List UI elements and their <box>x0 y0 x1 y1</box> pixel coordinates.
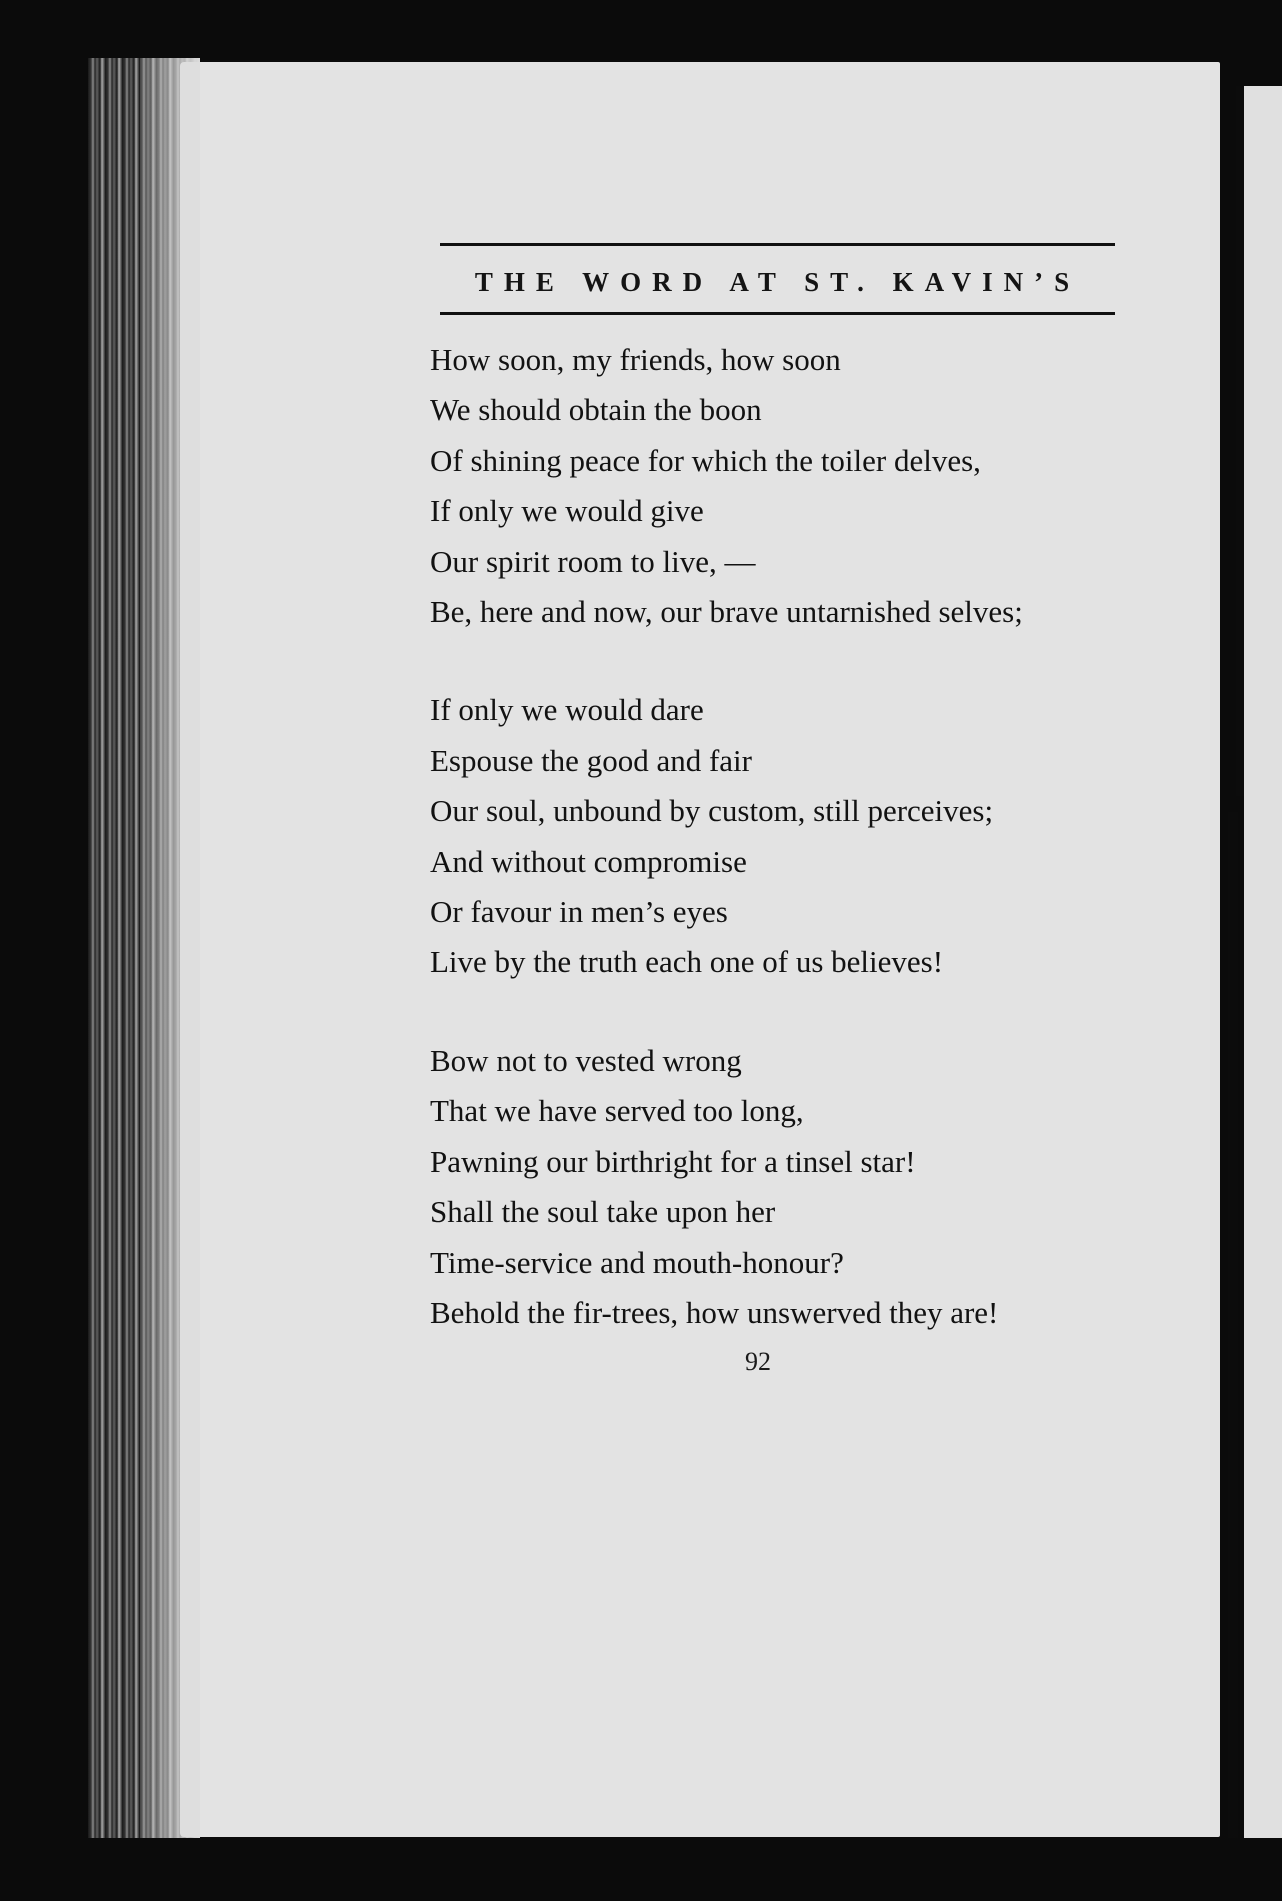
next-page-edge <box>1244 86 1282 1846</box>
right-border-bar-upper <box>1236 86 1244 796</box>
poem-line: We should obtain the boon <box>430 392 762 428</box>
header-rule-top <box>440 243 1115 246</box>
stanza-2 <box>430 685 1150 987</box>
poem-line: Espouse the good and fair <box>430 742 752 778</box>
poem-line: If only we would dare <box>430 692 704 728</box>
poem-line: Time-service and mouth-honour? <box>430 1244 844 1280</box>
poem-line: Our spirit room to live, — <box>430 543 756 579</box>
running-title: THE WORD AT ST. KAVIN’S <box>474 267 1081 297</box>
poem-line: And without compromise <box>430 843 747 879</box>
poem-line: Behold the fir-trees, how unswerved they are! <box>430 1294 999 1330</box>
poem-line: How soon, my friends, how soon <box>430 342 841 377</box>
poem-line: If only we would give <box>430 493 704 529</box>
page-number: 92 <box>745 1347 771 1376</box>
poem-line: Be, here and now, our brave untarnished selves; <box>430 594 1023 630</box>
poem-line: Pawning our birthright for a tinsel star! <box>430 1143 916 1179</box>
poem-line: Bow not to vested wrong <box>430 1042 742 1078</box>
poem-body <box>430 335 1150 1386</box>
header-rule-bottom <box>440 312 1115 315</box>
bottom-dark-band <box>0 1838 1282 1901</box>
stanza-3 <box>430 1036 1150 1338</box>
page-gutter-shadow <box>140 58 200 1838</box>
poem-line: Shall the soul take upon her <box>430 1194 776 1230</box>
poem-line: That we have served too long, <box>430 1093 804 1129</box>
poem-line: Of shining peace for which the toiler delves, <box>430 442 981 478</box>
stanza-1 <box>430 335 1150 637</box>
poem-line: Or favour in men’s eyes <box>430 894 728 930</box>
right-border-bar-lower <box>1228 812 1238 1847</box>
poem-line: Live by the truth each one of us believes! <box>430 944 944 980</box>
running-header <box>440 243 1115 315</box>
poem-line: Our soul, unbound by custom, still perceives; <box>430 793 994 829</box>
